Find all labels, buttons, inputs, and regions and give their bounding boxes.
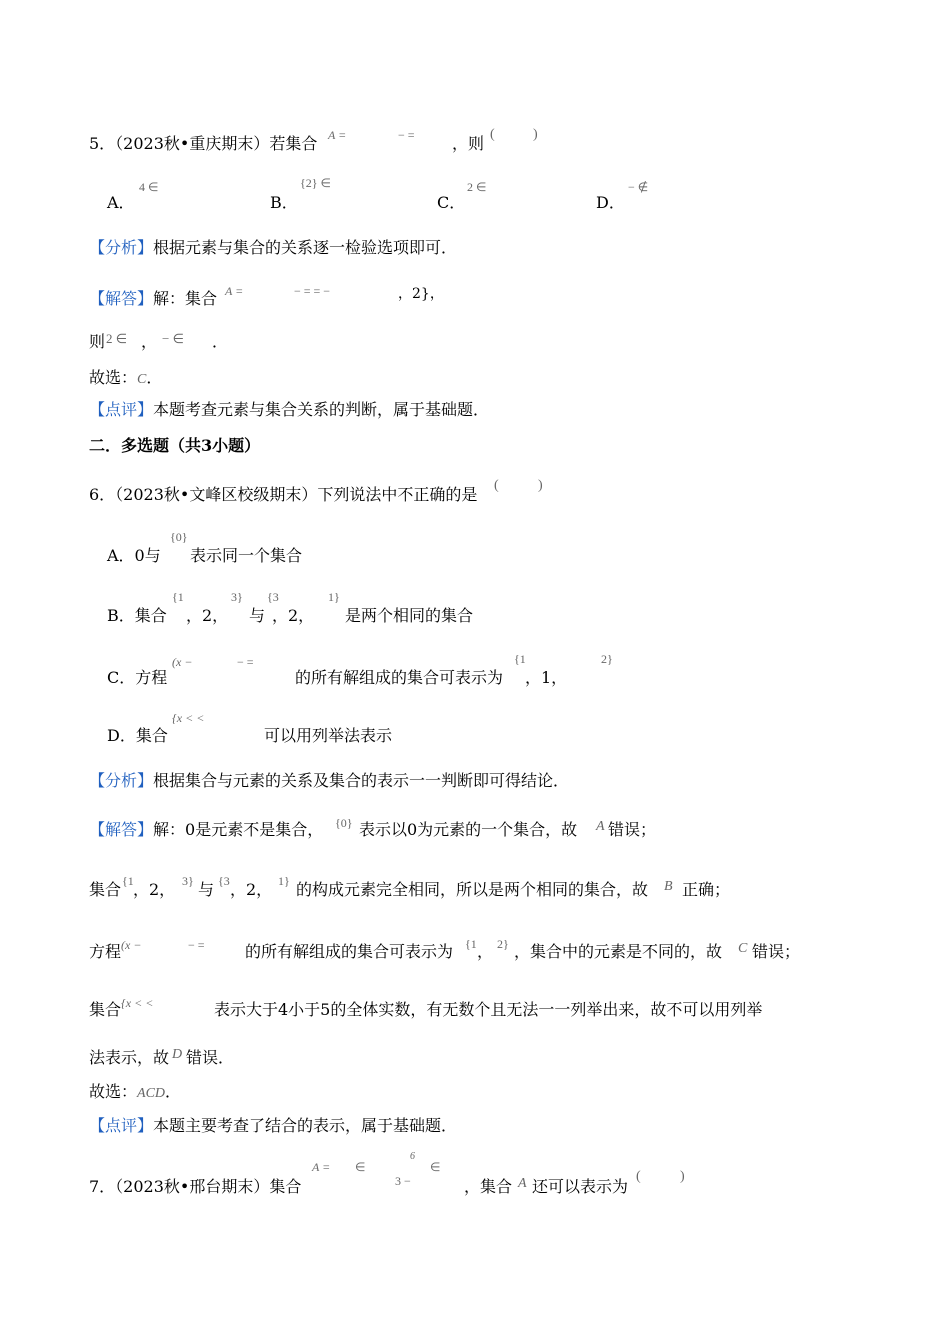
q5-option-d-letter: D．	[596, 193, 625, 212]
q6-option-b-pre: B．集合	[107, 606, 167, 625]
q5-sol-math-a: A =	[225, 284, 244, 298]
q6-sol-l2-var: B	[664, 879, 673, 894]
q6-sol-l3-b: 的所有解组成的集合可表示为	[245, 942, 454, 961]
q6-sol-l1-var: A	[596, 819, 605, 834]
q6-option-c-m1: (x −	[172, 655, 193, 669]
q6-sol-l2-m4: 1}	[278, 874, 290, 888]
q5-math-a: A =	[328, 128, 347, 142]
q6-comment: 【点评】本题主要考查了结合的表示，属于基础题．	[89, 1116, 458, 1135]
q7-mid: ，集合	[464, 1177, 513, 1196]
q6-sol-l1-c: 错误；	[608, 820, 657, 839]
q6-paren-open: (	[494, 478, 499, 493]
q6-option-b-t1: ，2，	[186, 606, 229, 625]
q7-math-a: A =	[312, 1160, 331, 1174]
q6-sol-l3-c: ，集合中的元素是不同的，故	[514, 942, 723, 961]
q6-sol-l2-m3: {3	[218, 874, 230, 888]
q6-analysis: 【分析】根据集合与元素的关系及集合的表示一一判断即可得结论．	[89, 771, 570, 790]
q5-choose-value: C	[137, 372, 147, 387]
q6-option-b-m4: 1}	[328, 590, 340, 604]
q6-option-b-t3: ，2，	[272, 606, 315, 625]
q6-sol-l3-t: ，	[477, 942, 494, 961]
q6-sol-l2-m2: 3}	[182, 874, 194, 888]
q5-option-b-letter: B．	[270, 193, 298, 212]
q7-stem: 7．（2023秋•邢台期末）集合	[89, 1177, 302, 1196]
q6-option-b-post: 是两个相同的集合	[345, 606, 474, 625]
q6-option-c-m4: 2}	[601, 652, 613, 666]
q6-sol-l5-var: D	[172, 1047, 183, 1062]
q6-solution-line-1: 【解答】解：0是元素不是集合，	[89, 820, 324, 839]
q6-sol-l1-math: {0}	[335, 816, 353, 830]
q5-analysis: 【分析】根据元素与集合的关系逐一检验选项即可．	[89, 238, 458, 257]
q5-then-end: ．	[212, 332, 229, 351]
q5-then-math-2: − ∈	[162, 331, 184, 346]
q6-option-b-t2: 与	[249, 606, 266, 625]
q6-paren-close: )	[538, 478, 543, 493]
q7-math-denominator: 3 −	[395, 1174, 411, 1188]
q7-paren-close: )	[680, 1169, 685, 1184]
q6-option-c-m3: {1	[514, 652, 526, 666]
q6-option-d-math: {x < <	[172, 711, 205, 725]
section-title: 二．多选题（共3小题）	[89, 436, 261, 455]
q5-then-line: 则	[89, 332, 106, 351]
q6-option-b-m2: 3}	[231, 590, 243, 604]
q6-option-c-t: ，1，	[525, 668, 568, 687]
q6-sol-l2-t3: ，2，	[230, 880, 273, 899]
q6-option-a-pre: A．0与	[107, 546, 161, 565]
q6-option-b-m3: {3	[267, 590, 279, 604]
q6-sol-l3-m2: − =	[188, 938, 205, 952]
q6-sol-l5-b: 错误．	[186, 1048, 235, 1067]
q6-sol-l3-a: 方程	[89, 942, 122, 961]
q5-option-c-math: 2 ∈	[467, 180, 487, 194]
q6-sol-l3-m4: 2}	[497, 937, 509, 951]
q6-option-c-mid: 的所有解组成的集合可表示为	[295, 668, 504, 687]
q5-sol-set-end: ，2}，	[398, 286, 444, 302]
q6-sol-l4-a: 集合	[89, 1000, 122, 1019]
q6-sol-l1-b: 表示以0为元素的一个集合，故	[359, 820, 578, 839]
q6-option-d-post: 可以用列举法表示	[264, 726, 393, 745]
q5-then: ，则	[452, 134, 485, 153]
q5-choose: 故选：C．	[89, 368, 163, 387]
q5-then-comma: ，	[141, 332, 158, 351]
q6-sol-l2-b: 的构成元素完全相同，所以是两个相同的集合，故	[296, 880, 649, 899]
q5-paren-open: (	[490, 127, 495, 142]
q5-option-a-math: 4 ∈	[139, 180, 159, 194]
q6-option-a-post: 表示同一个集合	[190, 546, 303, 565]
q6-choose-value: ACD	[137, 1086, 166, 1101]
q6-option-c-pre: C．方程	[107, 668, 168, 687]
q6-sol-l4-b: 表示大于4小于5的全体实数，有无数个且无法一一列举出来，故不可以用列举	[214, 1000, 763, 1019]
q6-sol-l3-var: C	[738, 941, 748, 956]
q7-paren-open: (	[636, 1169, 641, 1184]
q6-choose: 故选：ACD．	[89, 1082, 182, 1101]
q5-stem: 5．（2023秋•重庆期末）若集合	[89, 134, 318, 153]
q7-math-in-1: ∈	[355, 1160, 366, 1174]
q6-sol-l2-c: 正确；	[682, 880, 731, 899]
q6-sol-l2-t1: ，2，	[133, 880, 176, 899]
q6-option-b-m1: {1	[172, 590, 184, 604]
q6-sol-l3-m1: (x −	[121, 938, 142, 952]
q6-option-d-pre: D．集合	[107, 726, 168, 745]
q7-math-in-2: ∈	[430, 1160, 441, 1174]
q6-sol-l2-t2: 与	[198, 880, 215, 899]
q5-option-c-letter: C．	[437, 193, 466, 212]
q6-option-a-math: {0}	[170, 530, 188, 544]
q5-paren-close: )	[533, 127, 538, 142]
q7-math-numerator: 6	[410, 1151, 415, 1162]
q6-sol-l2-m1: {1	[122, 874, 134, 888]
q6-stem: 6．（2023秋•文峰区校级期末）下列说法中不正确的是	[89, 485, 478, 504]
q5-option-a-letter: A．	[107, 193, 135, 212]
q6-option-c-m2: − =	[237, 655, 254, 669]
q6-sol-l5-a: 法表示，故	[89, 1048, 170, 1067]
q6-sol-l3-m3: {1	[465, 937, 477, 951]
q5-math-ops: − =	[398, 128, 415, 142]
q7-var: A	[518, 1176, 527, 1191]
q6-sol-l3-d: 错误；	[752, 942, 801, 961]
q5-then-math-1: 2 ∈	[106, 331, 128, 346]
q5-comment: 【点评】本题考查元素与集合关系的判断，属于基础题．	[89, 400, 490, 419]
q5-option-d-math: − ∉	[628, 180, 649, 194]
q7-post: 还可以表示为	[532, 1177, 629, 1196]
q6-sol-l4-math: {x < <	[121, 996, 154, 1010]
q5-option-b-math: {2} ∈	[300, 176, 331, 190]
q5-solution: 【解答】解：集合	[89, 289, 218, 308]
q5-sol-math-ops: − = = −	[294, 284, 331, 298]
q6-sol-l2-a: 集合	[89, 880, 122, 899]
